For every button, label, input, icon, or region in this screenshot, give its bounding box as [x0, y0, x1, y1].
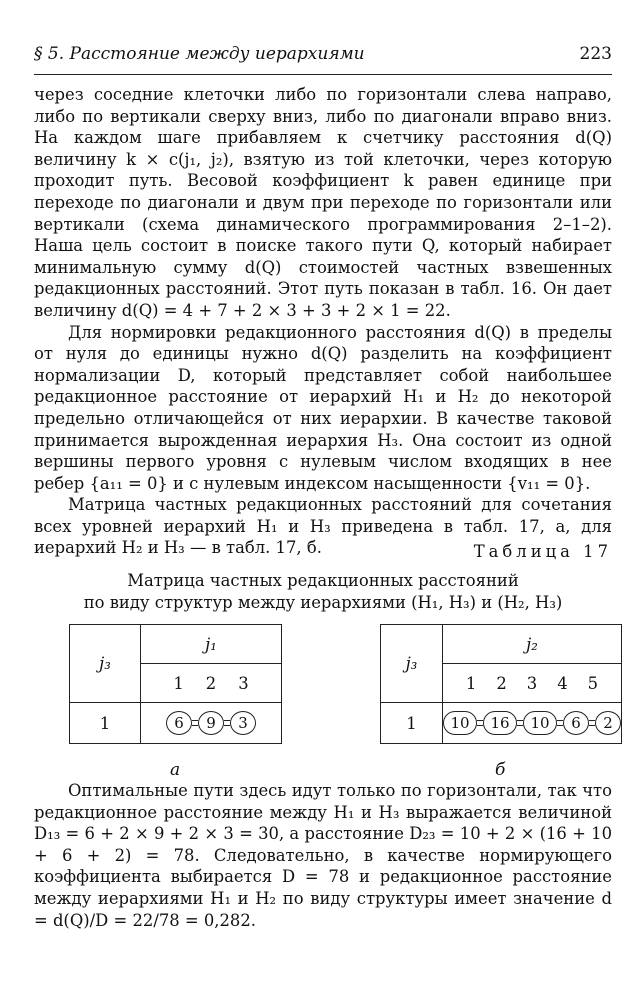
table-a-col-index: 3	[238, 673, 249, 693]
conclusion-text	[34, 780, 612, 931]
path-node: 2	[595, 711, 621, 735]
section-title: § 5. Расстояние между иерархиями	[34, 44, 365, 64]
paragraph-4: Оптимальные пути здесь идут только по горизонтали, так что редакционное расстояние между H₁ и H₃ выражается величиной D₁₃ = 6 + 2 × 9 + 2 × 3 = 30, а расстояние D₂₃ = 10 + 2 × (16 + 10 + 6 + 2) = 78. Следовательно, в качестве нормирующего коэффициента выбирается D = 78 и редакционное расстояние между иерархиями H₁ и H₂ по виду структуры имеет значение d = d(Q)/D = 22/78 = 0,282.	[34, 781, 612, 930]
table-a-col-indices	[141, 664, 282, 703]
page-number: 223	[579, 44, 612, 64]
table-a-col-header: j₁	[141, 625, 282, 664]
table-b-col-index: 1	[465, 673, 477, 693]
paragraph-3: Матрица частных редакционных расстояний для сочетания всех уровней иерархий H₁ и H₃ приведена в табл. 17, а, для иерархий H₂ и H₃ — в табл. 17, б.	[34, 495, 612, 558]
path-node: 10	[443, 711, 477, 735]
table-b-col-index: 3	[526, 673, 538, 693]
caption-line-2: по виду структур между иерархиями (H₁, H₃) и (H₂, H₃)	[83, 593, 563, 612]
table-caption	[34, 570, 612, 614]
table-a-col-index: 2	[205, 673, 217, 693]
table-a-path	[141, 703, 282, 744]
path-node: 10	[523, 711, 557, 735]
path-node: 3	[230, 711, 256, 735]
running-header	[34, 44, 612, 64]
path-node: 6	[166, 711, 192, 735]
table-a-col-index: 1	[173, 673, 184, 693]
table-b-col-indices	[443, 664, 622, 703]
table-b-row-index: 1	[381, 703, 443, 744]
table-a-row-index: 1	[70, 703, 141, 744]
table-b-row-header: j₃	[381, 625, 443, 703]
caption-line-1: Матрица частных редакционных расстояний	[127, 571, 519, 590]
table-a-row-header: j₃	[70, 625, 141, 703]
table-b-path	[443, 703, 622, 744]
path-node: 9	[198, 711, 224, 735]
body-text	[34, 84, 612, 559]
table-a	[69, 624, 282, 744]
table-b-col-header: j₂	[443, 625, 622, 664]
table-b-col-index: 4	[557, 673, 568, 693]
paragraph-1: через соседние клеточки либо по горизонтали слева направо, либо по вертикали сверху вниз, либо по диагонали вправо вниз. На каждом шаге прибавляем к счетчику расстояния d(Q) величину k × c(j₁, j₂), взятую из той клеточки, через которую проходит путь. Весовой коэффициент k равен единице при переходе по диагонали и двум при переходе по горизонтали или вертикали (схема динамического программирования 2–1–2). Наша цель состоит в поиске такого пути Q, который набирает минимальную сумму d(Q) стоимостей частных взвешенных редакционных расстояний. Этот путь показан в табл. 16. Он дает величину d(Q) = 4 + 7 + 2 × 3 + 3 + 2 × 1 = 22.	[34, 85, 612, 320]
table-b-col-index: 5	[587, 673, 599, 693]
path-node: 6	[563, 711, 589, 735]
paragraph-2: Для нормировки редакционного расстояния d(Q) в пределы от нуля до единицы нужно d(Q) разделить на коэффициент нормализации D, который представляет собой наибольшее редакционное расстояние от иерархий H₁ и H₂ до некоторой предельно отличающейся от них иерархии. В качестве таковой принимается вырожденная иерархия H₃. Она состоит из одной вершины первого уровня с нулевым числом входящих в нее ребер {a₁₁ = 0} и с нулевым индексом насыщенности {v₁₁ = 0}.	[34, 322, 612, 493]
path-node: 16	[483, 711, 517, 735]
table-a-label: а	[170, 760, 181, 780]
header-rule	[34, 74, 612, 75]
table-b-col-index: 2	[496, 673, 507, 693]
table-b	[380, 624, 622, 744]
table-label: Таблица 17	[473, 542, 612, 561]
table-b-label: б	[495, 760, 506, 780]
